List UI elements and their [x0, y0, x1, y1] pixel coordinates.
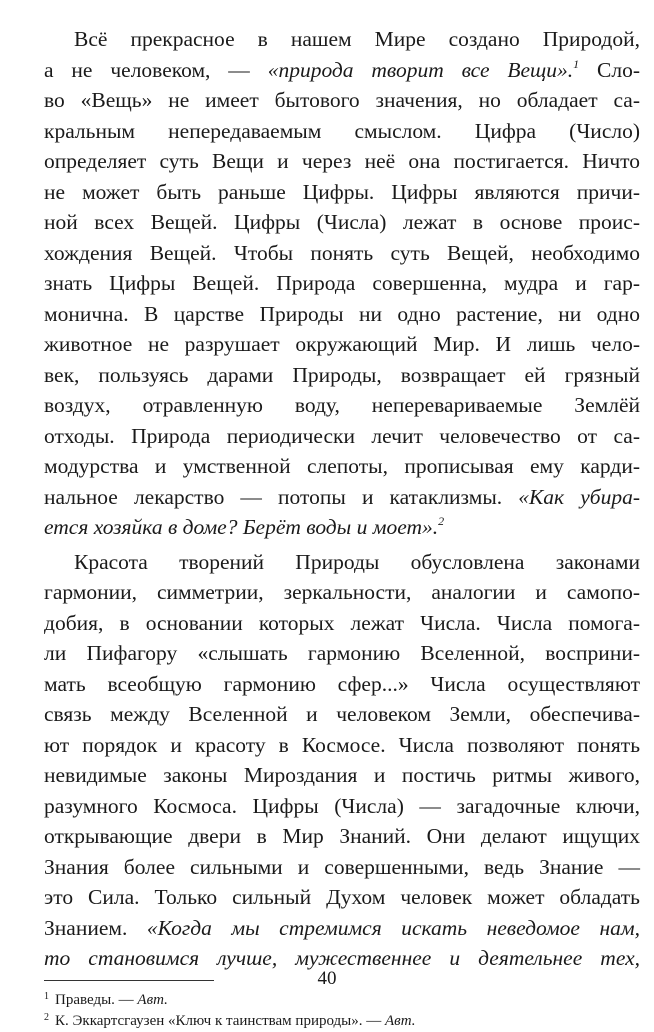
text-line [44, 760, 640, 790]
text-line [44, 329, 640, 359]
text-line [44, 512, 640, 542]
text-line [44, 85, 640, 115]
text-line [44, 482, 640, 512]
footnote-author: Авт. [137, 991, 168, 1008]
footnote-mark: 2 [44, 1011, 49, 1023]
text-line [44, 116, 640, 146]
text-span: Красота творений Природы обусловлена законами [74, 549, 640, 574]
text-line [44, 577, 640, 607]
footnote-ref[interactable]: 1 [573, 56, 580, 71]
quote-span: «Когда мы стремимся искать неведомое нам, [146, 915, 640, 940]
text-line [44, 730, 640, 760]
text-span: отходы. Природа периодически лечит человечество от са- [44, 423, 640, 448]
text-line [44, 943, 640, 973]
footnote-author: Авт. [385, 1012, 416, 1029]
text-span: а не человеком, — [44, 57, 268, 82]
text-line [44, 638, 640, 668]
text-line [44, 207, 640, 237]
text-line [44, 699, 640, 729]
footnote-mark: 1 [44, 990, 49, 1002]
text-span: Знанием. [44, 915, 147, 940]
text-line [44, 268, 640, 298]
text-line [44, 791, 640, 821]
text-span: Сло- [579, 57, 641, 82]
text-span: Знания более сильными и совершенными, ведь Знание — [44, 854, 640, 879]
footnote-text: Праведы. — [55, 991, 138, 1008]
text-span: нальное лекарство — потопы и катаклизмы. [44, 484, 519, 509]
text-line [44, 55, 640, 85]
text-span: монична. В царстве Природы ни одно растение, ни одно [44, 301, 640, 326]
text-line [44, 390, 640, 420]
quote-span: «Как убира- [518, 484, 640, 509]
text-span: открывающие двери в Мир Знаний. Они делают ищущих [44, 824, 640, 848]
text-span: воздух, отравленную воду, неперевариваемые Землёй [44, 393, 640, 417]
text-line [74, 24, 640, 54]
text-line [44, 882, 640, 912]
quote-span: «природа творит все Вещи». [267, 57, 574, 82]
text-span: ли Пифагору «слышать гармонию Вселенной, восприни- [44, 641, 640, 665]
page-number: 40 [317, 968, 337, 989]
text-line [44, 177, 640, 207]
footnote-text: К. Эккартсгаузен «Ключ к таинствам природы». — [55, 1012, 386, 1029]
text-span: Всё прекрасное в нашем Мире создано Природой, [74, 27, 640, 51]
text-span: гармонии, симметрии, зеркальности, аналогии и самопо- [44, 580, 640, 604]
text-span: во «Вещь» не имеет бытового значения, но обладает са- [44, 88, 640, 112]
text-line [44, 451, 640, 481]
text-span: ют порядок и красоту в Космосе. Числа позволяют понять [44, 732, 640, 757]
quote-span: то становимся лучше, мужественнее и деятельнее тех, [44, 946, 640, 970]
footnote [44, 1007, 415, 1032]
text-line [44, 669, 640, 699]
text-span: добия, в основании которых лежат Числа. Числа помога- [44, 610, 640, 635]
text-span: связь между Вселенной и человеком Земли, обеспечива- [44, 702, 640, 726]
text-span: определяет суть Вещи и через неё она постигается. Ничто [44, 149, 640, 173]
text-span: кральным непередаваемым смыслом. Цифра (Число) [44, 118, 640, 143]
text-span: модурства и умственной слепоты, прописывая ему карди- [44, 454, 640, 478]
quote-span: ется хозяйка в доме? Берёт воды и моет». [44, 515, 439, 539]
text-span: невидимые законы Мироздания и постичь ритмы живого, [44, 763, 640, 787]
text-line [44, 360, 640, 390]
text-line [44, 238, 640, 268]
text-line [44, 852, 640, 882]
text-span: ной всех Вещей. Цифры (Числа) лежат в основе проис- [44, 210, 640, 234]
text-span: животное не разрушает окружающий Мир. И лишь чело- [44, 332, 640, 356]
text-line [44, 608, 640, 638]
text-span: это Сила. Только сильный Духом человек может обладать [44, 885, 640, 909]
text-line [44, 421, 640, 451]
text-line [44, 913, 640, 943]
text-span: хождения Вещей. Чтобы понять суть Вещей, необходимо [44, 240, 640, 265]
text-line [44, 146, 640, 176]
text-span: мать всеобщую гармонию сфер...» Числа осуществляют [44, 671, 640, 696]
text-span: знать Цифры Вещей. Природа совершенна, мудра и гар- [44, 271, 640, 295]
text-line [74, 547, 640, 577]
text-span: разумного Космоса. Цифры (Числа) — загадочные ключи, [44, 793, 640, 818]
text-line [44, 821, 640, 851]
footnote-ref[interactable]: 2 [438, 514, 445, 528]
text-span: век, пользуясь дарами Природы, возвращает ей грязный [44, 362, 640, 387]
text-line [44, 299, 640, 329]
text-span: не может быть раньше Цифры. Цифры являются причи- [44, 179, 640, 204]
